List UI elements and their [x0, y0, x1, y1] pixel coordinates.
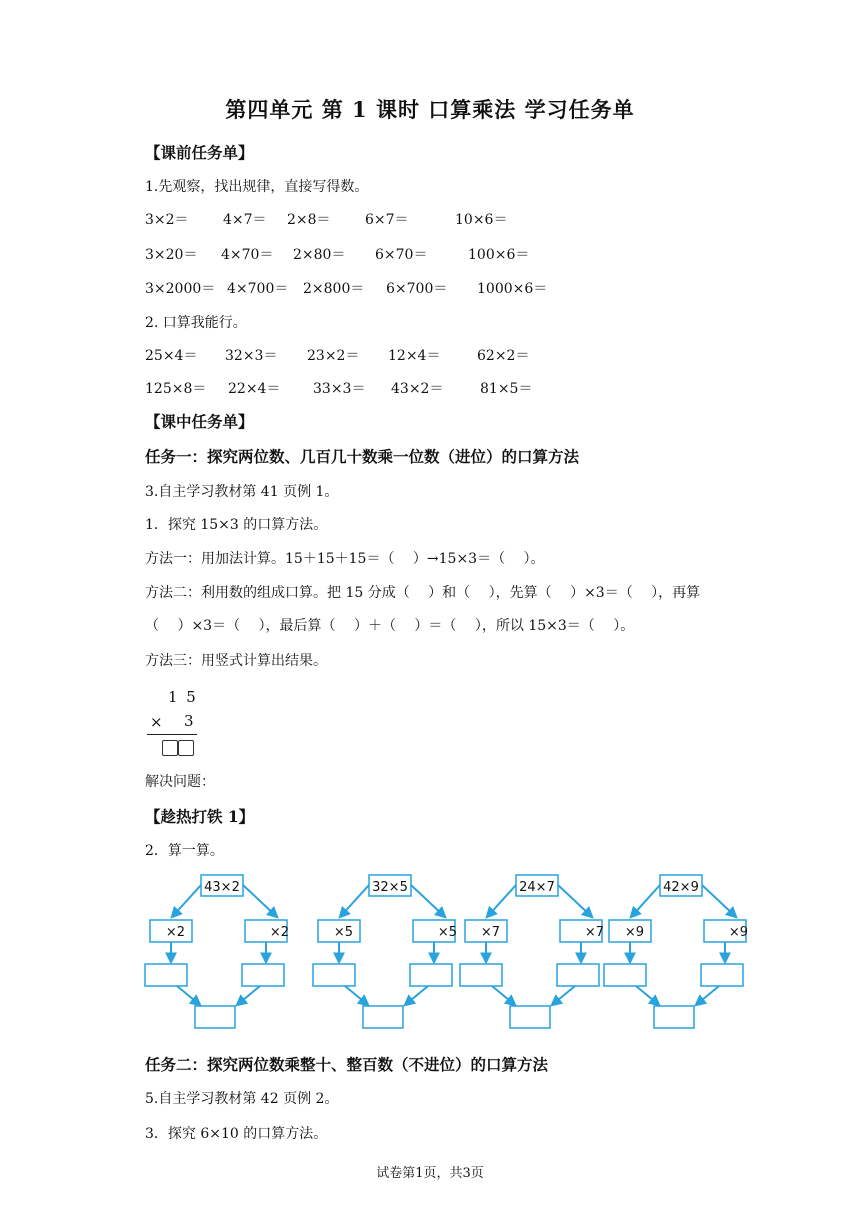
- method-1-text: 方法一：用加法计算。15＋15＋15＝（ ）→15×3＝（ ）。: [145, 551, 545, 567]
- result-box-left[interactable]: [604, 964, 646, 986]
- flow-arrow: [172, 885, 201, 917]
- result-box-left[interactable]: [313, 964, 355, 986]
- final-result-box[interactable]: [654, 1006, 694, 1028]
- vertical-bottom-number: 3: [184, 712, 194, 730]
- expression-label: 32×5: [372, 880, 408, 895]
- expression-label: 43×2: [204, 880, 240, 895]
- calc-diagram: [460, 875, 604, 1028]
- question-1-text: 1.先观察，找出规律，直接写得数。: [145, 179, 369, 195]
- question-3-text: 3.自主学习教材第 41 页例 1。: [145, 484, 339, 500]
- q2-item: 43×2＝: [391, 381, 444, 397]
- calc-diagram: [313, 875, 457, 1028]
- flow-arrow: [243, 885, 277, 917]
- in-class-header: 【课中任务单】: [145, 412, 254, 431]
- flow-arrow: [696, 986, 719, 1005]
- operator-label-right: ×2: [269, 925, 289, 940]
- flow-arrow: [345, 986, 368, 1005]
- operator-label-left: ×7: [480, 925, 500, 940]
- q1-item: 3×2＝: [145, 212, 189, 228]
- vertical-top-number: 1 5: [168, 688, 198, 706]
- method-2-line-1: 方法二：利用数的组成口算。把 15 分成（ ）和（ ），先算（ ）×3＝（ ），再算: [145, 585, 701, 601]
- expression-label: 24×7: [519, 880, 555, 895]
- result-box-right[interactable]: [242, 964, 284, 986]
- flow-arrow: [558, 885, 592, 917]
- q1-item: 10×6＝: [455, 212, 508, 228]
- flow-arrow: [405, 986, 428, 1005]
- flow-arrow: [177, 986, 200, 1005]
- vertical-line: [147, 734, 197, 735]
- operator-label-right: ×5: [437, 925, 457, 940]
- flow-arrow: [552, 986, 575, 1005]
- operator-label-left: ×2: [165, 925, 185, 940]
- result-box-left[interactable]: [460, 964, 502, 986]
- q1-item: 4×700＝: [227, 281, 289, 297]
- q2-item: 81×5＝: [480, 381, 533, 397]
- q2-item: 12×4＝: [388, 348, 441, 364]
- flow-arrow: [702, 885, 736, 917]
- page-title: 第四单元 第 1 课时 口算乘法 学习任务单: [225, 97, 635, 122]
- operator-label-left: ×5: [333, 925, 353, 940]
- flow-arrow: [631, 885, 660, 917]
- operator-label-right: ×9: [728, 925, 748, 940]
- expression-label: 42×9: [663, 880, 699, 895]
- flow-arrow: [487, 885, 516, 917]
- flow-arrow: [411, 885, 445, 917]
- q1-item: 100×6＝: [468, 247, 530, 263]
- q1-item: 4×70＝: [221, 247, 274, 263]
- method-3-text: 方法三：用竖式计算出结果。: [145, 653, 327, 669]
- q2-item: 33×3＝: [313, 381, 366, 397]
- method-2-line-2: （ ）×3＝（ ），最后算（ ）＋（ ）＝（ ），所以 15×3＝（ ）。: [145, 618, 635, 634]
- calc-diagram: [145, 875, 289, 1028]
- pre-class-header: 【课前任务单】: [145, 143, 254, 162]
- q2-item: 32×3＝: [225, 348, 278, 364]
- answer-box[interactable]: [162, 740, 178, 756]
- q2-item: 25×4＝: [145, 348, 198, 364]
- task-1-title: 任务一：探究两位数、几百几十数乘一位数（进位）的口算方法: [145, 447, 580, 466]
- practice-header: 【趁热打铁 1】: [145, 807, 255, 826]
- question-2-text: 2. 口算我能行。: [145, 315, 247, 331]
- q1-item: 4×7＝: [223, 212, 267, 228]
- flow-arrow: [237, 986, 260, 1005]
- final-result-box[interactable]: [195, 1006, 235, 1028]
- final-result-box[interactable]: [363, 1006, 403, 1028]
- solve-text: 解决问题：: [145, 774, 215, 790]
- question-5-text: 5.自主学习教材第 42 页例 2。: [145, 1091, 339, 1107]
- calc-diagrams: [0, 860, 860, 1040]
- q1-item: 2×80＝: [293, 247, 346, 263]
- q1-item: 2×800＝: [303, 281, 365, 297]
- calc-diagram: [604, 875, 748, 1028]
- flow-arrow: [492, 986, 515, 1005]
- flow-arrow: [340, 885, 369, 917]
- q2-item: 125×8＝: [145, 381, 207, 397]
- task-2-title: 任务二：探究两位数乘整十、整百数（不进位）的口算方法: [145, 1055, 549, 1074]
- explore-3-text: 3．探究 6×10 的口算方法。: [145, 1126, 328, 1142]
- result-box-right[interactable]: [701, 964, 743, 986]
- vertical-operator: ×: [150, 713, 163, 731]
- q1-item: 2×8＝: [287, 212, 331, 228]
- operator-label-left: ×9: [624, 925, 644, 940]
- q2-item: 62×2＝: [477, 348, 530, 364]
- flow-arrow: [636, 986, 659, 1005]
- q1-item: 3×20＝: [145, 247, 198, 263]
- result-box-right[interactable]: [410, 964, 452, 986]
- q1-item: 6×7＝: [365, 212, 409, 228]
- result-box-right[interactable]: [557, 964, 599, 986]
- answer-box[interactable]: [178, 740, 194, 756]
- operator-label-right: ×7: [584, 925, 604, 940]
- final-result-box[interactable]: [510, 1006, 550, 1028]
- q2-item: 23×2＝: [307, 348, 360, 364]
- explore-1-text: 1．探究 15×3 的口算方法。: [145, 517, 328, 533]
- page-footer: 试卷第1页，共3页: [376, 1166, 484, 1181]
- result-box-left[interactable]: [145, 964, 187, 986]
- question-2b-text: 2．算一算。: [145, 843, 224, 859]
- q1-item: 3×2000＝: [145, 281, 216, 297]
- q1-item: 6×70＝: [375, 247, 428, 263]
- answer-boxes: [162, 740, 194, 760]
- q2-item: 22×4＝: [228, 381, 281, 397]
- q1-item: 1000×6＝: [477, 281, 548, 297]
- q1-item: 6×700＝: [386, 281, 448, 297]
